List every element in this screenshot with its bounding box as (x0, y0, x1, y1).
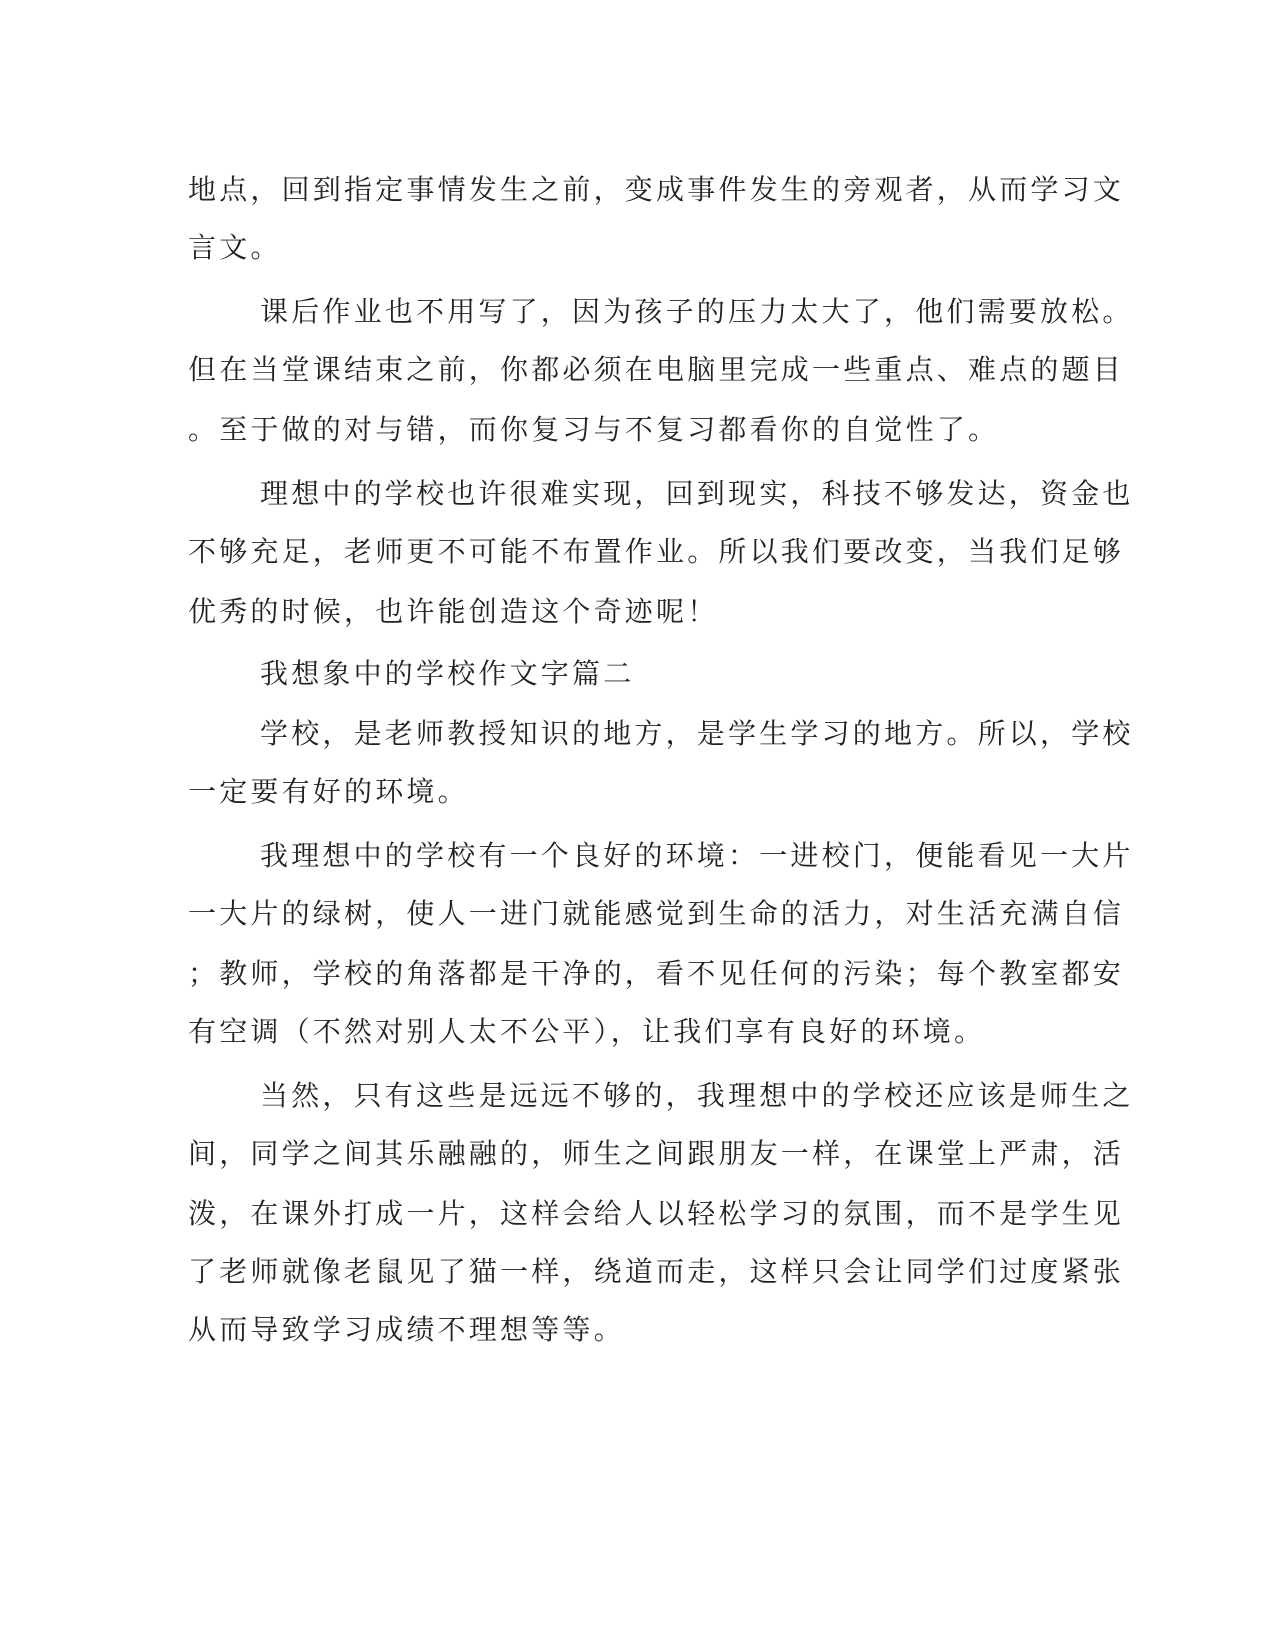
text-line: 课后作业也不用写了，因为孩子的压力太大了，他们需要放松。 (260, 295, 1134, 328)
section-heading: 我想象中的学校作文字篇二 (260, 657, 635, 690)
text-line: 地点，回到指定事情发生之前，变成事件发生的旁观者，从而学习文 (188, 173, 1125, 206)
text-line: 一定要有好的环境。 (188, 775, 469, 808)
text-line: 泼，在课外打成一片，这样会给人以轻松学习的氛围，而不是学生见 (188, 1197, 1125, 1230)
text-line: 但在当堂课结束之前，你都必须在电脑里完成一些重点、难点的题目 (188, 353, 1125, 386)
text-line: ；教师，学校的角落都是干净的，看不见任何的污染；每个教室都安 (188, 957, 1125, 990)
text-line: 一大片的绿树，使人一进门就能感觉到生命的活力，对生活充满自信 (188, 897, 1125, 930)
text-line: 不够充足，老师更不可能不布置作业。所以我们要改变，当我们足够 (188, 535, 1125, 568)
text-line: 言文。 (188, 231, 282, 264)
text-line: 从而导致学习成绩不理想等等。 (188, 1313, 625, 1346)
text-line: 理想中的学校也许很难实现，回到现实，科技不够发达，资金也 (260, 477, 1134, 510)
text-line: 优秀的时候，也许能创造这个奇迹呢！ (188, 595, 719, 628)
text-line: 当然，只有这些是远远不够的，我理想中的学校还应该是师生之 (260, 1079, 1134, 1112)
text-line: 间，同学之间其乐融融的，师生之间跟朋友一样，在课堂上严肃，活 (188, 1137, 1125, 1170)
text-line: 有空调（不然对别人太不公平），让我们享有良好的环境。 (188, 1015, 986, 1048)
text-line: 了老师就像老鼠见了猫一样，绕道而走，这样只会让同学们过度紧张 (188, 1255, 1125, 1288)
text-line: 我理想中的学校有一个良好的环境：一进校门，便能看见一大片 (260, 839, 1134, 872)
text-line: 学校，是老师教授知识的地方，是学生学习的地方。所以，学校 (260, 717, 1134, 750)
text-line: 。至于做的对与错，而你复习与不复习都看你的自觉性了。 (188, 413, 1000, 446)
